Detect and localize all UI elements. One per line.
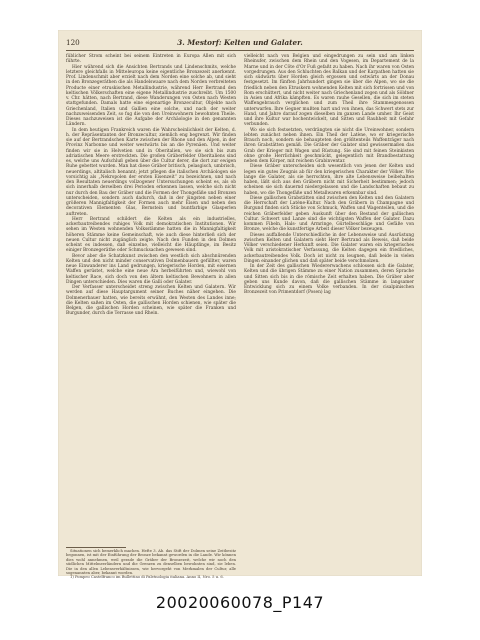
paragraph: Diese gallischen Grabstätten sind zwischen den Kelten und den Galatern die Herrschaft der Latène-Kultur. Nach den Gräbern in Champagne und Burgund finden sich Stücke von Schmuck, Waffen und Wagenteilen, und die reichen Gräberfelder geben Auskunft über den Bestand der gallischen Cultur. Schwert und Lanze sind die wichtigsten Waffen der Galater. Dazu kommen Fibeln, Hals- und Armringe, Gürtelbeschläge und Gefäße von Bronze, welche die kunstfertige Arbeit dieser Völker bezeugen. (244, 195, 414, 233)
paragraph: Diese Gräber unterscheiden sich wesentlich von jenen der Kelten und legen ein gutes Zeugnis ab für den kriegerischen Charakter der Völker. Wie lange die Galater, als sie herrschten, ihre alte Lebensweise beibehalten haben, läßt sich aus den Gräbern nicht mit Sicherheit bestimmen; jedoch scheinen sie sich dauernd niedergelassen und die Landschaften bebaut zu haben, wo die Thongefäße und Metallwaren erkennbar sind. (244, 164, 414, 196)
paragraph: In dem heutigen Frankreich waren die Wahrscheinlichkeit der Kelten, d. h. der Repräsentanten der Bronzecultur, ziemlich eng begrenzt. Wir finden sie auf der Bertrandschen Karte zwischen der Rhone und den Alpen, in der Provinz Narbonne und weiter westwärts bis an die Pyrenäen. Und weiter finden wir sie in Helvetien und in Oberitalien, wo sie sich bis zum adriatischen Meere erstreckten. Die großen Gräberfelder Oberitaliens sind es, welche uns Aufschluß geben über die Cultur derer, die dort zur ewigen Ruhe gebettet wurden. Man hat diese Gräber britisch, pelasgisch, umbrisch, neuerdings, altitalisch benannt; jetzt pflegen die italischen Archäologen sie vorsichtig als „Nekropolen der ersten Eisenzeit“ zu bezeichnen, und nach den Resultaten neuerdings vollzogener Untersuchungen scheint es, als ob sich innerhalb derselben drei Perioden erkennen lassen, welche sich nicht nur durch den Bau der Gräber und die Formen der Thongefäße und Bronzen unterscheiden, sondern auch dadurch, daß in der jüngsten neben einer größeren Mannigfaltigkeit der Formen auch mehr Eisen und neben den decorativen Elementen Glas, Bernstein und buntfarbige Glasperlen auftreten. (66, 127, 236, 217)
paragraph: Der Verfasser unterscheidet streng zwischen Kelten und Galatern. Wir werden auf diese Hauptargument seiner Buches näher eingehen. Die Dolmenerbauer hatten, wie bereits erwähnt, den Westen des Landes inne; die Kelten saßen im Osten, die gallischen Horden schienen, wie später die Belgen, die gallischen Horden scheinen, wie später die Franken und Burgunder, durch die Terrasse und Rhein. (66, 285, 236, 317)
paragraph: Wo sie sich festsetzten, verdrängten sie nicht die Ureinwohner, sondern lebten zunächst neben ihnen. Ein Theil der Latène, wo er kriegerische Brauch noch, sondern sie behaupteten den größtenteils Waffenträger nach ihren Grabstätten gemäß. Die Gräber der Galater sind gewissermaßen das Grab der Krieger mit Wagen und Rüstung. Sie sind mit feinen Steinkisten ohne große Herrlichkeit geschmückt, gelegentlich mit Brandbestattung neben dem Körper, mit reichem Grabinventar. (244, 127, 414, 164)
footnotes (66, 549, 236, 580)
paragraph: Dieses auffallende Unterschiedliche in der Lebensweise und Ausrüstung zwischen Kelten und Galatern sieht Herr Bertrand als Beweis, daß beide Völker verschiedener Herkunft seien. Die Galater waren ein kriegerisches Volk mit aristokratischer Verfassung, die Kelten dagegen ein friedliches, ackerbautreibendes Volk. Doch ist nicht zu leugnen, daß beide in vielen Dingen einander glichen und daß später beide verschmolzen. (244, 232, 414, 264)
paragraph: vielleicht nach von Belgien und eingedrungen zu sein und am linken Rheinufer, zwischen dem Rhein und den Vogesen, im Departement de la Marne und in der Côte d'Or Fuß gefaßt zu haben. Nach ihr waren von Osten vorgedrungen. Aus den Schluchten des Balkan und der Karpathen hatten sie sich südwärts über Horden gleich ergossen und ostwärts an der Donau festgesetzt. Im fünften Jahrhundert gingen sie über die Alpen, wo sie die friedlich neben den Etruskern wohnenden Kelten mit sich fortrissen und von Rom erschüttert, und nicht weiter nach Griechenland zogen und als Söldner in Asien und Afrika kämpften. Es waren rauhe Gesellen, die sich im steten Waffengebrauch verglichen und zum Theil ihre Stammesgenossen unterwarfen. Ihre Gegner mußten hart und von ihnen, das Schwert stets zur Hand, und Jahre darauf zogen dieselben im ganzen Lande umher. Ihr Geist und ihre Kultur war hochentwickelt, und Sitten und Rauhheit mit Gefahr verbunden. (244, 54, 414, 128)
page-header (66, 36, 414, 50)
footnote: 1) Pompeo Castelfranco im Bullettino di Paletnologia italiana. Anno II, Nro. 5 u. 6. (70, 575, 224, 580)
paragraph: Herr Bertrand schildert die Kelten als ein industrielles, ackerbautreibendes ruhiges Volk mit demokratischen Institutionen. Wir sehen im Westen wohnenden Volksstämme hatten die in Mannigfaltigkeit höheren Stämme keine Gemeinschaft, wie auch diese hinterließ sich der neuen Cultur nicht zugänglich zeigte. Nach den Funden in den Dolmen scheint es indessen, daß einzelne, vielleicht die Häuptlinge, im Besitz einiger Bronzegeräthe oder Schmucksachen gewesen sind. (66, 216, 236, 254)
footnote-rule (66, 547, 126, 548)
paragraph: Hier während sich die Ansichten Bertrands und Lindenschmits, welche letztere gleichfalls in Mitteleuropa keine eigentliche Bronzezeit anerkennt. Prof. Lindenschmit aber erzielt nach dem Norden eine solche ab, und sieht in den Bronzegeräthen die als Handelswaare nach dem Norden verbreiteten Producte einer etruskischen Metallindustrie, während Herr Bertrand den keltischen Völkerschaften eine eigene Metallindustrie zuschreibt. Um 1500 v. Chr. hätten, nach Bertrand, diese Wanderungen von Osten nach Westen stattgefunden. Damals hatte eine eigenartige Bronzecultur, Objekte nach Griechenland, Italien und Gallien eine solche, und nach der weiter nachzuweisenden Zeit, so fug die von den Ureinwohnern bewohnten Theile. Dieses nachzuweisen ist die Aufgabe der Archäologie in den genannten Ländern. (66, 64, 236, 128)
paragraph: füblicher Strom scheint bei seinem Eintreten in Europa Allen mit sich führte. (66, 54, 236, 65)
left-column (66, 54, 236, 546)
paragraph: In der Zeit des gallischen Wiedererwachens schlossen sich die Galater, Kelten und die übrigen Stämme zu einer Nation zusammen, deren Sprache und Sitten sich bis in die römische Zeit erhalten haben. Die Gräber aber geben uns Kunde davon, daß die gallischen Stämme in langsamer Entwicklung sich zu einem Volke verbanden. In der cisalpinischen Bronzezeit von Primentdorf (Posen) lag (244, 264, 414, 296)
header-rule (66, 50, 414, 51)
right-column (244, 54, 414, 568)
page-number: 120 (66, 38, 80, 47)
footnote: Situationen sich bemerklich machen. Hefte 3. Ab. das Stift der Dolmen seine Zeitbesitz begonnen, ist mit der Einführung der Bronze bekannt geworden in die Lande. Wir können dies wohl annehmen, weil gerade die Gräber der Bronzezeit, welche wir noch den südlichen Mittelmeerländern und die Grenzen zu denselben bewohnten sind, sie leben. Die in den allen Lebensverhältnissen, wie hervorgeht von Merkmalen der Cultur, alle sogenannten aber, bekannt worden. (66, 549, 236, 576)
paragraph: Bevor aber die Schatzkunst zwischen den westlich sich abschnürenden Kelten und den nicht minder conservativen Dolmenbauern gefüllter, waren neue Einwanderer ins Land gedrungen, kriegerische Horden, mit eisernen Waffen gerüstet, welche eine neue Ära herbeiführten und, wiewohl von keltischer Race, sich doch von den ältern keltischen Bewohnern in allen Dingen unterschieden. Dies waren die Galli oder Galater. (66, 253, 236, 285)
running-title: 3. Mestorf: Kelten und Galater. (177, 38, 303, 47)
image-id-label: 20020060078_P147 (155, 593, 325, 612)
scanned-page (58, 30, 422, 580)
